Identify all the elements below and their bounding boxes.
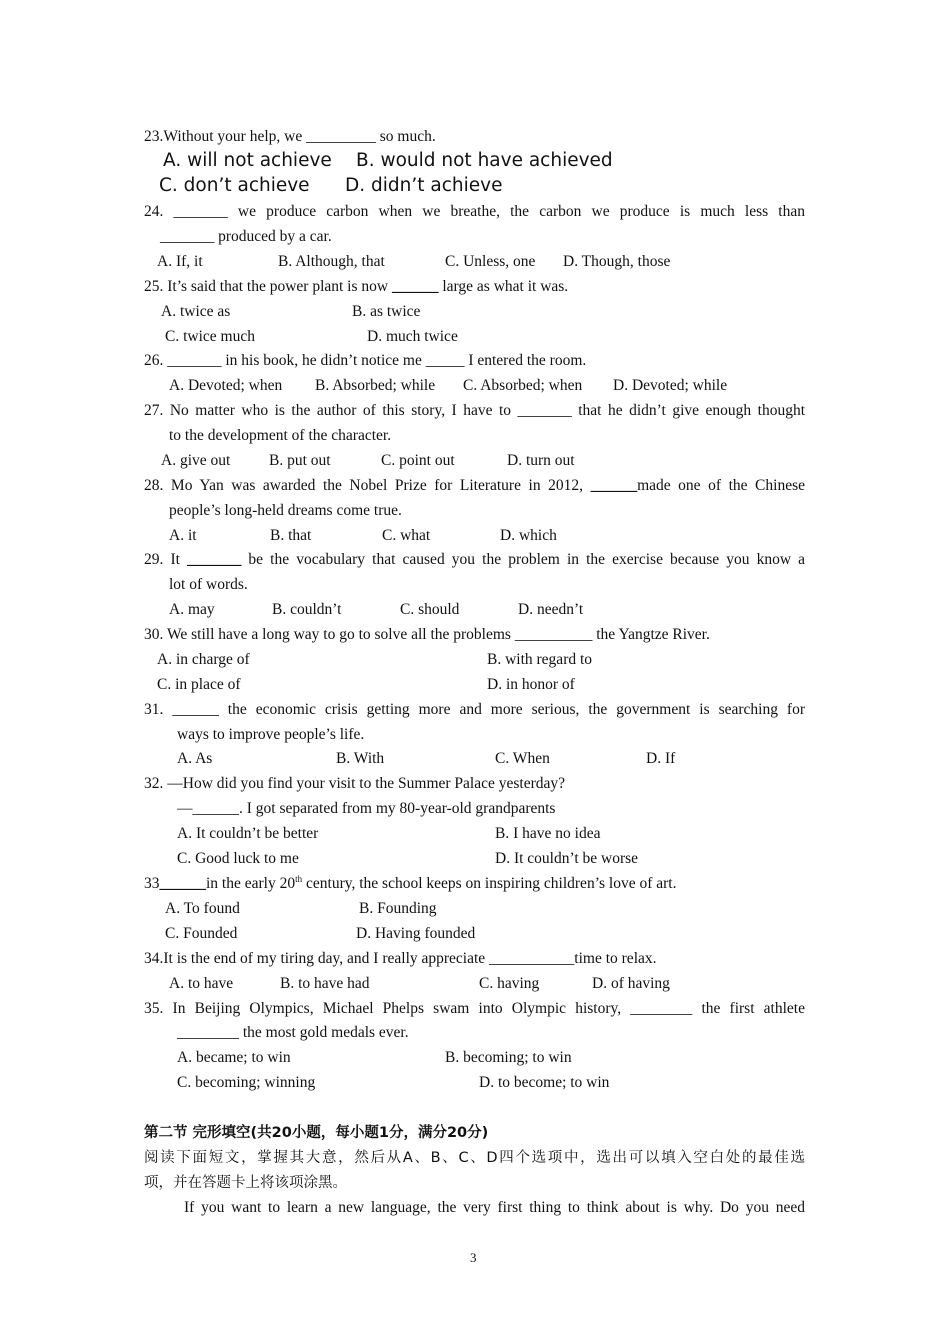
passage-line1: If you want to learn a new language, the very first thing to think about is why. Do you need	[184, 1199, 805, 1216]
q33-option-c: C. Founded	[165, 925, 238, 942]
q24-stem-line1: 24. _______ we produce carbon when we breathe, the carbon we produce is much less than	[144, 203, 805, 220]
page-number: 3	[470, 1250, 477, 1265]
q29-stem-pre: 29. It	[144, 551, 188, 568]
q28-stem-line2: people’s long-held dreams come true.	[169, 502, 402, 519]
q33-option-b: B. Founding	[359, 900, 437, 917]
q32-stem-line2: —______. I got separated from my 80-year-old grandparents	[177, 800, 556, 817]
q27-option-c: C. point out	[381, 452, 455, 469]
q26-option-d: D. Devoted; while	[613, 377, 728, 394]
q33-stem-mid: in the early 20	[206, 875, 296, 892]
q32-option-a: A. It couldn’t be better	[177, 825, 319, 842]
q25-blank: ______	[391, 278, 439, 295]
q31-option-b: B. With	[336, 750, 385, 767]
q23-stem: 23.Without your help, we _________ so much.	[144, 128, 436, 145]
q30-stem: 30. We still have a long way to go to solve all the problems __________ the Yangtze River.	[144, 626, 710, 643]
section2-instructions-line1: 阅读下面短文，掌握其大意，然后从A、B、C、D四个选项中，选出可以填入空白处的最佳选	[144, 1150, 805, 1166]
q27-option-d: D. turn out	[507, 452, 575, 469]
q28-blank: ______	[590, 477, 638, 494]
q24-stem-line2: _______ produced by a car.	[160, 228, 332, 245]
q28-option-a: A. it	[169, 527, 197, 544]
q28-stem-line1	[144, 475, 805, 497]
q33-number: 33	[144, 875, 160, 892]
q25-stem	[144, 276, 568, 298]
q23-option-d: D. didn’t achieve	[345, 175, 503, 196]
section2-instructions-line2: 项，并在答题卡上将该项涂黑。	[144, 1175, 347, 1191]
q28-stem-pre: 28. Mo Yan was awarded the Nobel Prize for Literature in 2012,	[144, 477, 591, 494]
q33-superscript: th	[295, 874, 303, 884]
q31-option-d: D. If	[646, 750, 676, 767]
q26-stem: 26. _______ in his book, he didn’t notice me _____ I entered the room.	[144, 352, 587, 369]
q29-option-c: C. should	[400, 601, 460, 618]
q33-blank: ______	[159, 875, 206, 892]
q27-stem-line1: 27. No matter who is the author of this story, I have to _______ that he didn’t give enough thought	[144, 402, 805, 419]
q28-stem-post: made one of the Chinese	[637, 477, 805, 494]
q34-option-d: D. of having	[592, 975, 670, 992]
q27-stem-line2: to the development of the character.	[169, 427, 392, 444]
q35-option-c: C. becoming; winning	[177, 1074, 316, 1091]
q35-option-a: A. became; to win	[177, 1049, 291, 1066]
q26-option-c: C. Absorbed; when	[463, 377, 583, 394]
q32-option-b: B. I have no idea	[495, 825, 601, 842]
q25-stem-post: large as what it was.	[438, 278, 569, 295]
q28-option-b: B. that	[270, 527, 312, 544]
q25-stem-pre: 25. It’s said that the power plant is now	[144, 278, 392, 295]
q34-option-b: B. to have had	[280, 975, 370, 992]
q27-option-a: A. give out	[161, 452, 231, 469]
q32-option-c: C. Good luck to me	[177, 850, 299, 867]
q23-option-a: A. will not achieve	[163, 150, 332, 171]
q31-option-a: A. As	[177, 750, 213, 767]
q33-option-d: D. Having founded	[356, 925, 476, 942]
q26-option-a: A. Devoted; when	[169, 377, 283, 394]
q30-option-d: D. in honor of	[487, 676, 575, 693]
q24-option-d: D. Though, those	[563, 253, 671, 270]
q23-option-c: C. don’t achieve	[159, 175, 310, 196]
q25-option-b: B. as twice	[352, 303, 421, 320]
q35-option-b: B. becoming; to win	[445, 1049, 572, 1066]
q31-stem-line2: ways to improve people’s life.	[177, 726, 365, 743]
q28-option-d: D. which	[500, 527, 557, 544]
q33-stem-post: century, the school keeps on inspiring children’s love of art.	[302, 875, 677, 892]
q29-option-b: B. couldn’t	[272, 601, 342, 618]
q27-option-b: B. put out	[269, 452, 331, 469]
q29-stem-post: be the vocabulary that caused you the problem in the exercise because you know a	[241, 551, 806, 568]
q32-stem-line1: 32. —How did you find your visit to the Summer Palace yesterday?	[144, 775, 566, 792]
q28-option-c: C. what	[382, 527, 431, 544]
q34-option-a: A. to have	[169, 975, 234, 992]
q31-option-c: C. When	[495, 750, 550, 767]
q30-option-c: C. in place of	[157, 676, 241, 693]
q29-blank: _______	[187, 551, 242, 568]
q31-stem-line1: 31. ______ the economic crisis getting more and more serious, the government is searching for	[144, 701, 805, 718]
q25-option-a: A. twice as	[161, 303, 231, 320]
q30-option-a: A. in charge of	[157, 651, 250, 668]
q35-stem-line2: ________ the most gold medals ever.	[177, 1024, 409, 1041]
q24-option-a: A. If, it	[157, 253, 203, 270]
q26-option-b: B. Absorbed; while	[315, 377, 436, 394]
section2-heading: 第二节 完形填空(共20小题，每小题1分，满分20分)	[144, 1125, 489, 1141]
q32-option-d: D. It couldn’t be worse	[495, 850, 639, 867]
q24-option-b: B. Although, that	[278, 253, 385, 270]
q34-option-c: C. having	[479, 975, 540, 992]
q29-stem-line2: lot of words.	[169, 576, 248, 593]
q35-stem-line1: 35. In Beijing Olympics, Michael Phelps swam into Olympic history, ________ the first athlete	[144, 1000, 805, 1017]
q34-stem: 34.It is the end of my tiring day, and I really appreciate ___________time to relax.	[144, 950, 657, 967]
q29-option-d: D. needn’t	[518, 601, 584, 618]
q25-option-d: D. much twice	[367, 328, 458, 345]
q30-option-b: B. with regard to	[487, 651, 593, 668]
q33-option-a: A. To found	[165, 900, 240, 917]
q35-option-d: D. to become; to win	[479, 1074, 610, 1091]
q23-option-b: B. would not have achieved	[356, 150, 613, 171]
q29-option-a: A. may	[169, 601, 215, 618]
q29-stem-line1	[144, 549, 805, 571]
q24-option-c: C. Unless, one	[445, 253, 536, 270]
q25-option-c: C. twice much	[165, 328, 255, 345]
q33-stem	[144, 873, 676, 895]
